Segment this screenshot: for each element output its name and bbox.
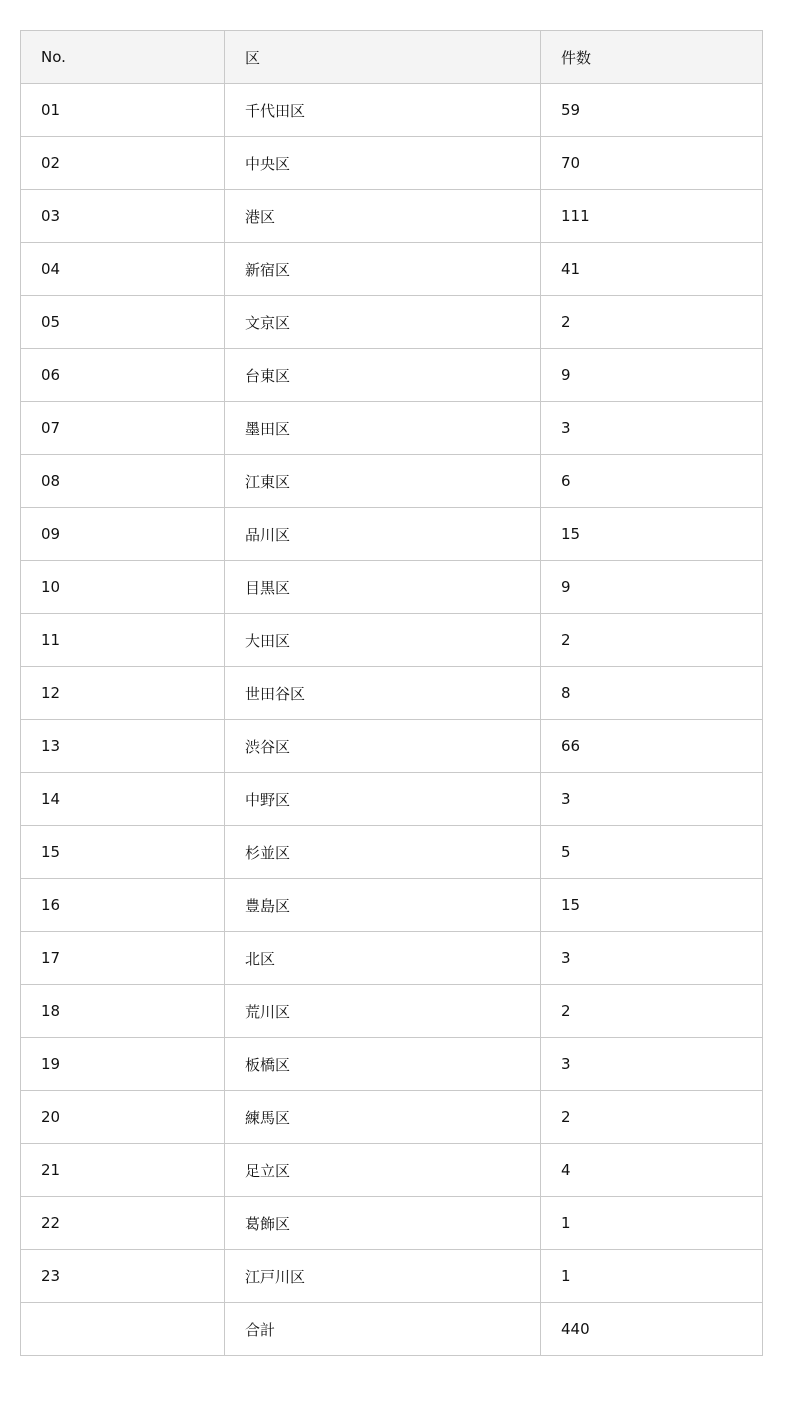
row-ward-cell: 新宿区: [225, 243, 541, 296]
row-count-cell: 4: [541, 1144, 763, 1197]
row-no-cell: 17: [21, 932, 225, 985]
table-row: [21, 773, 763, 826]
row-ward-cell: 板橋区: [225, 1038, 541, 1091]
row-ward-cell: 練馬区: [225, 1091, 541, 1144]
total-no-cell: [21, 1303, 225, 1356]
row-no-cell: 07: [21, 402, 225, 455]
row-count-cell: 2: [541, 1091, 763, 1144]
row-no-cell: 09: [21, 508, 225, 561]
row-ward-cell: 台東区: [225, 349, 541, 402]
table-row: [21, 137, 763, 190]
row-no-cell: 23: [21, 1250, 225, 1303]
row-ward-cell: 江戸川区: [225, 1250, 541, 1303]
row-count-cell: 70: [541, 137, 763, 190]
row-count-cell: 1: [541, 1250, 763, 1303]
table-row: [21, 508, 763, 561]
row-ward-cell: 大田区: [225, 614, 541, 667]
row-count-cell: 2: [541, 296, 763, 349]
table-row: [21, 1144, 763, 1197]
row-ward-cell: 世田谷区: [225, 667, 541, 720]
row-count-cell: 59: [541, 84, 763, 137]
table-row: [21, 614, 763, 667]
header-row: [21, 31, 763, 84]
row-no-cell: 08: [21, 455, 225, 508]
table-body: [21, 84, 763, 1303]
table-row: [21, 932, 763, 985]
row-ward-cell: 目黒区: [225, 561, 541, 614]
row-count-cell: 15: [541, 879, 763, 932]
row-no-cell: 10: [21, 561, 225, 614]
table-row: [21, 296, 763, 349]
row-ward-cell: 文京区: [225, 296, 541, 349]
table-footer: [21, 1303, 763, 1356]
row-no-cell: 16: [21, 879, 225, 932]
row-count-cell: 1: [541, 1197, 763, 1250]
row-ward-cell: 千代田区: [225, 84, 541, 137]
row-no-cell: 19: [21, 1038, 225, 1091]
row-count-cell: 15: [541, 508, 763, 561]
table-row: [21, 667, 763, 720]
row-no-cell: 05: [21, 296, 225, 349]
table-row: [21, 879, 763, 932]
row-no-cell: 02: [21, 137, 225, 190]
row-count-cell: 66: [541, 720, 763, 773]
total-row: [21, 1303, 763, 1356]
row-count-cell: 5: [541, 826, 763, 879]
header-ward: 区: [225, 31, 541, 84]
table-row: [21, 561, 763, 614]
header-count: 件数: [541, 31, 763, 84]
table-row: [21, 826, 763, 879]
row-ward-cell: 墨田区: [225, 402, 541, 455]
row-no-cell: 20: [21, 1091, 225, 1144]
row-count-cell: 3: [541, 932, 763, 985]
row-no-cell: 22: [21, 1197, 225, 1250]
total-label-cell: 合計: [225, 1303, 541, 1356]
table-row: [21, 84, 763, 137]
row-count-cell: 6: [541, 455, 763, 508]
row-no-cell: 15: [21, 826, 225, 879]
table-header: [21, 31, 763, 84]
row-count-cell: 3: [541, 402, 763, 455]
table-row: [21, 455, 763, 508]
row-ward-cell: 杉並区: [225, 826, 541, 879]
row-no-cell: 18: [21, 985, 225, 1038]
row-ward-cell: 足立区: [225, 1144, 541, 1197]
row-count-cell: 2: [541, 614, 763, 667]
row-ward-cell: 品川区: [225, 508, 541, 561]
row-count-cell: 111: [541, 190, 763, 243]
row-no-cell: 14: [21, 773, 225, 826]
table-row: [21, 402, 763, 455]
table-row: [21, 1197, 763, 1250]
row-count-cell: 3: [541, 1038, 763, 1091]
row-no-cell: 03: [21, 190, 225, 243]
table-row: [21, 1250, 763, 1303]
table-row: [21, 349, 763, 402]
row-ward-cell: 豊島区: [225, 879, 541, 932]
row-no-cell: 13: [21, 720, 225, 773]
row-no-cell: 06: [21, 349, 225, 402]
table-row: [21, 720, 763, 773]
row-no-cell: 21: [21, 1144, 225, 1197]
row-count-cell: 41: [541, 243, 763, 296]
row-count-cell: 2: [541, 985, 763, 1038]
row-ward-cell: 中野区: [225, 773, 541, 826]
ward-count-table: [20, 30, 763, 1356]
table-row: [21, 1038, 763, 1091]
row-ward-cell: 江東区: [225, 455, 541, 508]
row-count-cell: 3: [541, 773, 763, 826]
row-ward-cell: 渋谷区: [225, 720, 541, 773]
row-ward-cell: 中央区: [225, 137, 541, 190]
header-no: No.: [21, 31, 225, 84]
row-count-cell: 8: [541, 667, 763, 720]
row-count-cell: 9: [541, 561, 763, 614]
table-row: [21, 985, 763, 1038]
row-ward-cell: 葛飾区: [225, 1197, 541, 1250]
table-row: [21, 1091, 763, 1144]
row-no-cell: 01: [21, 84, 225, 137]
row-ward-cell: 港区: [225, 190, 541, 243]
table-row: [21, 243, 763, 296]
row-ward-cell: 北区: [225, 932, 541, 985]
row-no-cell: 11: [21, 614, 225, 667]
row-count-cell: 9: [541, 349, 763, 402]
table-row: [21, 190, 763, 243]
total-count-cell: 440: [541, 1303, 763, 1356]
row-no-cell: 04: [21, 243, 225, 296]
row-ward-cell: 荒川区: [225, 985, 541, 1038]
row-no-cell: 12: [21, 667, 225, 720]
